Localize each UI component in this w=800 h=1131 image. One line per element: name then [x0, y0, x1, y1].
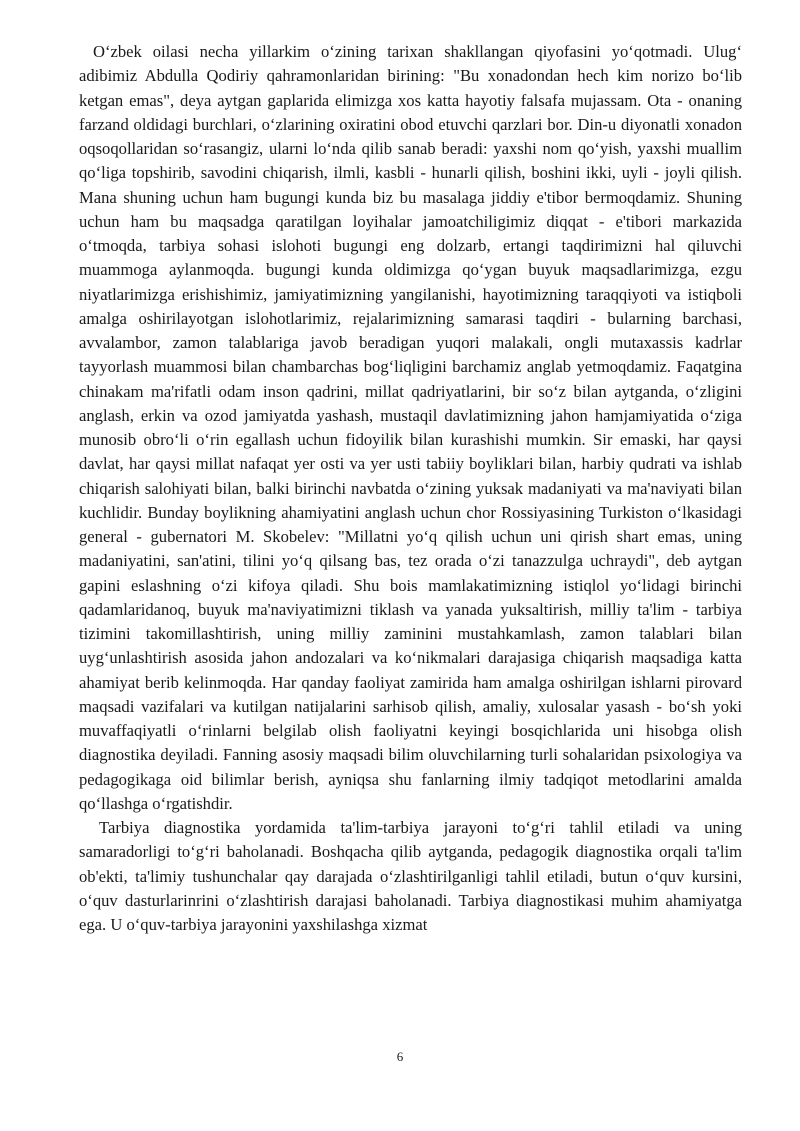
page-number: 6 [396, 1049, 404, 1064]
paragraph-2: Tarbiya diagnostika yordamida ta'lim-tarbiya jarayoni to‘g‘ri tahlil etiladi va uning samaradorligi to‘g‘ri baholanadi. Boshqacha qilib aytganda, pedagogik diagnostika orqali ta'lim ob'ekti, ta'limiy tushunchalar qay darajada o‘zlashtirilganligi tahlil etiladi, butun o‘quv kursini, o‘quv dasturlarinrini o‘zlashtirish darajasi baholanadi. Tarbiya diagnostikasi muhim ahamiyatga ega. U o‘quv-tarbiya jarayonini yaxshilashga xizmat [79, 818, 742, 934]
paragraph-1: O‘zbek oilasi necha yillarkim o‘zining tarixan shakllangan qiyofasini yo‘qotmadi. Ulug‘ adibimiz Abdulla Qodiriy qahramonlaridan birining: "Bu xonadondan hech kim norizo bo‘lib ketgan emas", deya aytgan gaplarida elimizga xos katta hayotiy falsafa mujassam. Ota - onaning farzand oldidagi burchlari, o‘zlarining oxiratini obod etuvchi qarzlari bor. Din-u diyonatli xonadon oqsoqollaridan so‘rasangiz, ularni lo‘nda qilib sanab beradi: yaxshi nom qo‘yish, yaxshi muallim qo‘liga topshirib, savodini chiqarish, ilmli, kasbli - hunarli qilish, boshini ikki, uyli - joyli qilish. Mana shuning uchun ham bugungi kunda biz bu masalaga jiddiy e'tibor bermoqdamiz. Shuning uchun ham bu maqsadga qaratilgan loyihalar jamoatchiligimiz diqqat - e'tibori markazida o‘tmoqda, tarbiya sohasi islohoti bugungi eng dolzarb, ertangi taqdirimizni hal qiluvchi muammoga aylanmoqda. bugungi kunda oldimizga qo‘ygan buyuk maqsadlarimizga, ezgu niyatlarimizga erishishimiz, jamiyatimizning yangilanishi, hayotimizning taraqqiyoti va istiqboli amalga oshirilayotgan islohotlarimiz, rejalarimizning samarasi taqdiri - bularning barchasi, avvalambor, zamon talablariga javob beradigan yuqori malakali, ongli mutaxassis kadrlar tayyorlash muammosi bilan chambarchas bog‘liqligini barchamiz anglab yetmoqdamiz. Faqatgina chinakam ma'rifatli odam inson qadrini, millat qadriyatlarini, bir so‘z bilan aytganda, o‘zligini anglash, erkin va ozod jamiyatda yashash, mustaqil davlatimizning jahon hamjamiyatida o‘ziga munosib obro‘li o‘rin egallash uchun fidoyilik bilan kurashishi mumkin. Sir emaski, har qaysi davlat, har qaysi millat nafaqat yer osti va yer usti tabiiy boyliklari bilan, harbiy qudrati va ishlab chiqarish salohiyati bilan, balki birinchi navbatda o‘zining yuksak madaniyati va ma'naviyati bilan kuchlidir. Bunday boylikning ahamiyatini anglash uchun chor Rossiyasining Turkiston o‘lkasidagi general - gubernatori M. Skobelev: "Millatni yo‘q qilish uchun uni qirish shart emas, uning madaniyatini, san'atini, tilini yo‘q qilsang bas, tez orada o‘zi tanazzulga uchraydi", deb aytgan gapini eslashning o‘zi kifoya qiladi. Shu bois mamlakatimizning istiqlol yo‘lidagi birinchi qadamlaridanoq, buyuk ma'naviyatimizni tiklash va yanada yuksaltirish, milliy ta'lim - tarbiya tizimini takomillashtirish, uning milliy zaminini mustahkamlash, zamon talablari bilan uyg‘unlashtirish asosida jahon andozalari va ko‘nikmalari darajasiga chiqarish maqsadiga katta ahamiyat berib kelinmoqda. Har qanday faoliyat zamirida ham amalga oshirilgan ishlarni pirovard maqsadi vazifalari va kutilgan natijalarini sarhisob qilish, amaliy, xulosalar yasash - bo‘sh yoki muvaffaqiyatli o‘rinlarni belgilab olish faoliyatni keyingi bosqichlarida uni hisobga olish diagnostika deyiladi. Fanning asosiy maqsadi bilim oluvchilarning turli sohalaridan psixologiya va pedagogikaga oid bilimlar berish, ayniqsa shu fanlarning ilmiy tadqiqot metodlarini amalda qo‘llashga o‘rgatishdir. [79, 42, 742, 813]
document-body [79, 40, 742, 937]
